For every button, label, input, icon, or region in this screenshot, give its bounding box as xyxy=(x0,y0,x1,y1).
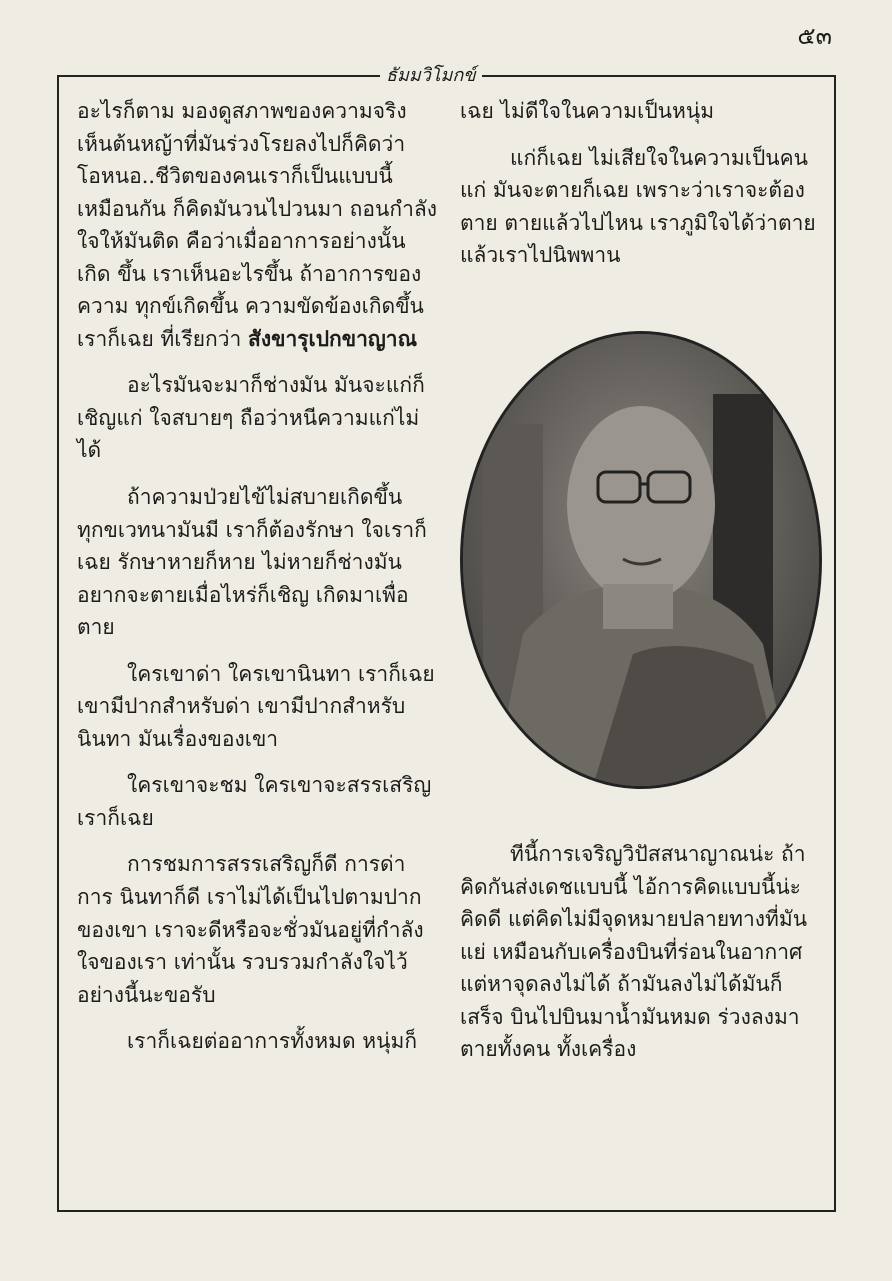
bold-term: สังขารุเปกขาญาณ xyxy=(248,325,418,351)
page-number: ๕๓ xyxy=(797,22,832,50)
paragraph-4: ใครเขาด่า ใครเขานินทา เราก็เฉย เขามีปากสำหรับด่า เขามีปากสำหรับนินทา มันเรื่องของเขา xyxy=(77,661,435,751)
paragraph-2: อะไรมันจะมาก็ช่างมัน มันจะแก่ก็ เชิญแก่ ใจสบายๆ ถือว่าหนีความแก่ไม่ ได้ xyxy=(77,373,425,463)
right-paragraph-1: เฉย ไม่ดีใจในความเป็นหนุ่ม xyxy=(460,99,715,123)
running-header: ธัมมวิโมกข์ xyxy=(380,60,482,89)
paragraph-6: การชมการสรรเสริญก็ดี การด่าการ นินทาก็ดี เราไม่ได้เป็นไปตามปากของเขา เราจะดีหรือจะชั่วมันอยู่ที่กำลังใจของเรา เท่านั้น รวบรวมกำลังใจไว้อย่างนี้นะขอรับ xyxy=(77,852,424,1007)
portrait-illustration xyxy=(463,334,819,786)
right-paragraph-2: แก่ก็เฉย ไม่เสียใจในความเป็นคนแก่ มันจะตายก็เฉย เพราะว่าเราจะต้อง ตาย ตายแล้วไปไหน เราภูมิใจได้ว่าตาย แล้วเราไปนิพพาน xyxy=(460,145,816,268)
paragraph-7: เราก็เฉยต่ออาการทั้งหมด หนุ่มก็ xyxy=(127,1029,418,1054)
right-column-top xyxy=(460,95,816,286)
paragraph-1-text: อะไรก็ตาม มองดูสภาพของความจริง เห็นต้นหญ้าที่มันร่วงโรยลงไปก็คิดว่า โอหนอ..ชีวิตของคนเราก็เป็นแบบนี้ เหมือนกัน ก็คิดมันวนไปวนมา ถอนกำลัง ใจให้มันติด คือว่าเมื่ออาการอย่างนั้นเกิด ขึ้น เราเห็นอะไรขึ้น ถ้าอาการของความ ทุกข์เกิดขึ้น ความขัดข้องเกิดขึ้นเราก็เฉย ที่เรียกว่า xyxy=(77,99,437,351)
paragraph-1 xyxy=(77,95,437,355)
paragraph-3: ถ้าความป่วยไข้ไม่สบายเกิดขึ้น ทุกขเวทนามันมี เราก็ต้องรักษา ใจเราก็ เฉย รักษาหายก็หาย ไม่หายก็ช่างมัน อยากจะตายเมื่อไหร่ก็เชิญ เกิดมาเพื่อตาย xyxy=(77,485,427,640)
left-column xyxy=(77,95,437,1072)
monk-portrait-photo xyxy=(460,331,822,789)
paragraph-5: ใครเขาจะชม ใครเขาจะสรรเสริญ เราก็เฉย xyxy=(77,773,432,830)
right-column-bottom xyxy=(460,838,816,1080)
right-paragraph-3: ทีนี้การเจริญวิปัสสนาญาณน่ะ ถ้า คิดกันส่งเดชแบบนี้ ไอ้การคิดแบบนี้น่ะ คิดดี แต่คิดไม่มีจุดหมายปลายทางที่มัน แย่ เหมือนกับเครื่องบินที่ร่อนในอากาศ แต่หาจุดลงไม่ได้ ถ้ามันลงไม่ได้มันก็เสร็จ บินไปบินมาน้ำมันหมด ร่วงลงมาตายทั้งคน ทั้งเครื่อง xyxy=(460,842,808,1062)
